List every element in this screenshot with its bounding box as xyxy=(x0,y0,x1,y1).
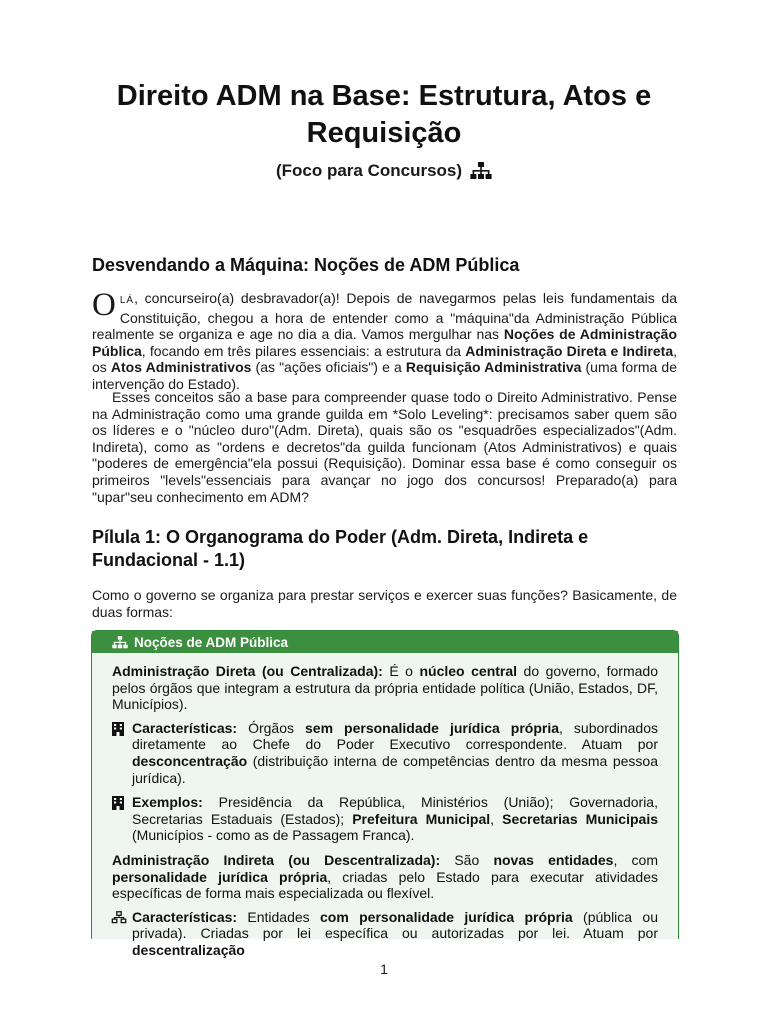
info-box-header xyxy=(92,631,678,653)
info-box-body xyxy=(92,653,678,959)
bold-text: novas entidades xyxy=(493,851,614,868)
bold-text: Administração Direta (ou Centralizada): xyxy=(112,663,383,679)
intro-paragraph xyxy=(92,287,677,393)
bold-text: Noções de Administração Pública xyxy=(92,326,677,359)
bold-text: Prefeitura Municipal xyxy=(352,810,491,827)
direta-definition xyxy=(112,663,658,713)
sitemap-icon xyxy=(470,162,492,180)
bold-text: personalidade jurídica própria xyxy=(112,868,328,885)
text-run: Entidades xyxy=(237,908,320,925)
bold-text: sem personalidade jurídica própria xyxy=(305,719,560,736)
title-block xyxy=(60,78,708,182)
text-run: (as "ações oficiais") e a xyxy=(251,359,406,376)
bold-text: núcleo central xyxy=(419,663,518,679)
indireta-definition xyxy=(112,852,658,902)
text-run: (uma forma de intervenção do Estado). xyxy=(92,359,677,392)
text-run: Órgãos xyxy=(237,719,306,736)
list-item xyxy=(112,720,658,786)
list-item-text xyxy=(132,720,658,786)
text-run: Presidência da República, Ministérios (União); Governadoria, Secretarias Estaduais (Estados); xyxy=(132,794,658,827)
network-icon xyxy=(112,909,126,959)
list-item xyxy=(112,794,658,844)
bold-text: Características: xyxy=(132,719,238,736)
list-item-text xyxy=(132,794,658,844)
text-run: (distribuição interna de competências dentro da mesma pessoa jurídica). xyxy=(132,752,658,786)
text-run: , com xyxy=(613,851,658,868)
info-box-title: Noções de ADM Pública xyxy=(134,634,289,650)
text-run: , focando em três pilares essenciais: a estrutura da xyxy=(141,342,466,359)
text-run: , criadas pelo Estado para executar atividades específicas de forma mais especializada ou flexível. xyxy=(112,868,659,902)
info-box xyxy=(91,630,679,958)
building-icon xyxy=(112,794,126,844)
dropcap-letter: O xyxy=(92,287,116,323)
bold-text: Características: xyxy=(132,908,238,925)
bold-text: Exemplos: xyxy=(132,794,203,811)
text-run: , concurseiro(a) desbravador(a)! Depois de navegarmos pelas leis fundamentais da Constituição, chegou a hora de entender como a "máquina"da Administração Pública realmente se organiza e age no dia a dia. Vamos mergulhar nas xyxy=(92,290,677,343)
text-run: , xyxy=(490,810,503,827)
smallcaps-text: LÁ xyxy=(119,295,135,306)
text-run: , subordinados diretamente ao Chefe do Poder Executivo correspondente. Atuam por xyxy=(132,719,658,753)
text-run: (Municípios - como as de Passagem Franca). xyxy=(132,827,415,844)
list-item-text xyxy=(132,909,658,959)
subtitle-text: (Foco para Concursos) xyxy=(275,161,463,180)
bold-text: Administração Indireta (ou Descentralizada): xyxy=(112,851,441,868)
section-heading: Desvendando a Máquina: Noções de ADM Pública xyxy=(92,255,520,275)
building-icon xyxy=(112,720,126,786)
bold-text: Atos Administrativos xyxy=(110,359,252,376)
bold-text: com personalidade jurídica própria xyxy=(320,908,573,925)
page-subtitle xyxy=(60,160,708,182)
text-run: do governo, formado pelos órgãos que integram a estrutura da própria entidade política (União, Estados, DF, Municípios). xyxy=(112,663,658,713)
bold-text: descentralização xyxy=(132,941,245,958)
body-paragraph: Esses conceitos são a base para compreender quase todo o Direito Administrativo. Pense na Administração como uma grande guilda em *Solo Leveling*: precisamos saber quem são os líderes e o "núcleo duro"(Adm. Direta), quais são os "esquadrões especializados"(Adm. Indireta), como as "ordens e decretos"da guilda funcionam (Atos Administrativos) e quais "poderes de emergência"ela possui (Requisição). Dominar essa base é como conseguir os primeiros "levels"essenciais para avançar no jogo dos concursos! Preparado(a) para "upar"seu conhecimento em ADM? xyxy=(92,389,677,505)
sitemap-icon xyxy=(112,636,128,649)
bold-text: Secretarias Municipais xyxy=(502,810,658,827)
section-intro: Como o governo se organiza para prestar serviços e exercer suas funções? Basicamente, de duas formas: xyxy=(92,587,677,620)
section-heading: Pílula 1: O Organograma do Poder (Adm. Direta, Indireta e Fundacional - 1.1) xyxy=(92,527,589,570)
bold-text: desconcentração xyxy=(132,752,248,769)
list-item xyxy=(112,909,658,959)
page-number: 1 xyxy=(380,961,388,977)
page-title: Direito ADM na Base: Estrutura, Atos e Requisição xyxy=(116,80,652,149)
text-run: É o xyxy=(382,663,420,679)
text-run: (pública ou privada). Criadas por lei específica ou autorizadas por lei. Atuam por xyxy=(132,908,658,942)
bold-text: Requisição Administrativa xyxy=(405,359,582,376)
text-run: São xyxy=(440,851,494,868)
text-run: , os xyxy=(92,342,677,376)
bold-text: Administração Direta e Indireta xyxy=(465,342,674,359)
